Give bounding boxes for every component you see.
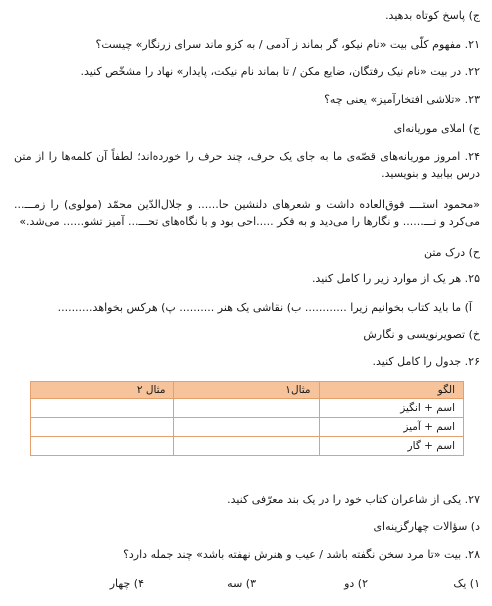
table-header-example-1: مثال۱ [174,382,319,399]
table-cell-pattern: اسم + گار [319,437,463,456]
table-cell-pattern: اسم + انگیز [319,399,463,418]
table-cell-example-1[interactable] [174,437,319,456]
table-row [31,418,464,437]
question-22: ۲۲. در بیت «نام نیک رفتگان، ضایع مکن / تا بماند نام نیکت، پایدار» نهاد را مشخّص کنید. [80,65,480,78]
table-row [31,437,464,456]
section-short-answer: ج) پاسخ کوتاه بدهید. [385,9,480,22]
question-26: ۲۶. جدول را کامل کنید. [372,355,480,368]
question-23: ۲۳. «تلاشی افتخارآمیز» یعنی چه؟ [324,93,480,106]
pattern-table [30,381,464,456]
question-24-text: «محمود استــــ فوق‌العاده داشت و شعرهای دلنشین حا...... و جلال‌الدّین محمّد (مولوی) را زمـــ... می‌کرد و نـــ...... و نگارها را می‌دید و به فکر .....احی بود و با نگاه‌های تحـــ... آمیز تشو...... می‌شد.» [14,198,480,228]
table-cell-example-1[interactable] [174,399,319,418]
option-2[interactable]: ۲) دو [344,577,368,590]
option-3[interactable]: ۳) سه [227,577,256,590]
section-comprehension: ح) درک متن [423,246,480,259]
question-25: ۲۵. هر یک از موارد زیر را کامل کنید. [311,272,480,285]
table-cell-example-2[interactable] [31,399,174,418]
section-spelling: ج) املای موریانه‌ای [393,122,480,135]
question-28-options [12,576,480,591]
question-25-items: آ) ما باید کتاب بخوانیم زیرا ............ ب) نقاشی یک هنر .......... پ) هرکس بخواهد.......... [57,301,472,314]
question-24: ۲۴. امروز موریانه‌های قصّه‌ی ما به جای یک حرف، چند حرف را خورده‌اند؛ لطفاً آن کلمه‌ها را از متن درس بیابید و بنویسید. [14,150,480,180]
question-27: ۲۷. یکی از شاعران کتاب خود را در یک بند معرّفی کنید. [227,493,480,506]
table-header-pattern: الگو [319,382,463,399]
table-row [31,399,464,418]
option-1[interactable]: ۱) یک [453,577,480,590]
table-header-row [31,382,464,399]
question-21: ۲۱. مفهوم کلّی بیت «نام نیکو، گر بماند ز آدمی / به کزو ماند سرای زرنگار» چیست؟ [95,38,480,51]
table-cell-example-1[interactable] [174,418,319,437]
table-cell-example-2[interactable] [31,418,174,437]
table-header-example-2: مثال ۲ [31,382,174,399]
section-writing: خ) تصویرنویسی و نگارش [363,328,480,341]
table-cell-example-2[interactable] [31,437,174,456]
option-4[interactable]: ۴) چهار [109,577,144,590]
section-multiple-choice: د) سؤالات چهارگزینه‌ای [373,520,480,533]
question-28: ۲۸. بیت «تا مرد سخن نگفته باشد / عیب و هنرش نهفته باشد» چند جمله دارد؟ [123,548,480,561]
table-cell-pattern: اسم + آمیز [319,418,463,437]
